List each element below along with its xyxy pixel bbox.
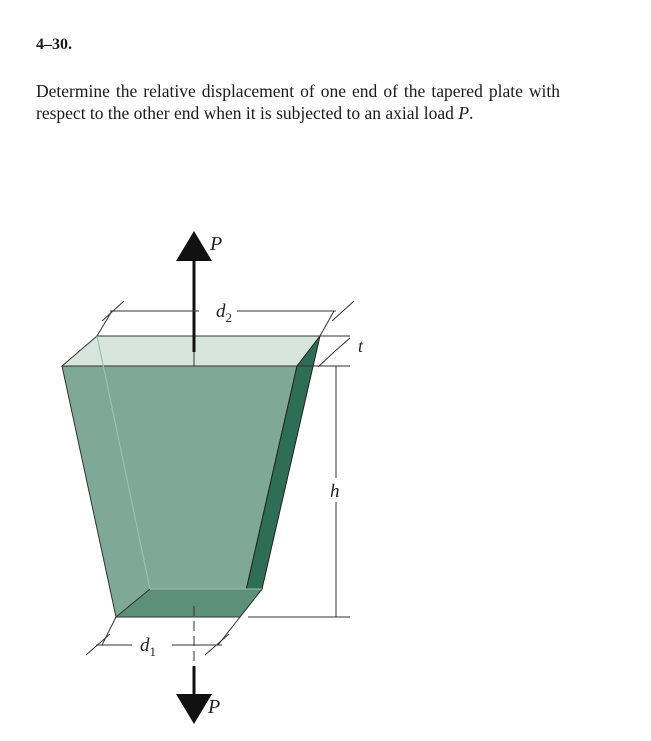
thickness-slash-2 [318, 352, 334, 367]
thickness-slash-1 [334, 338, 350, 352]
load-symbol: P [458, 103, 470, 123]
problem-statement-end: . [469, 103, 474, 123]
thickness-label: t [358, 336, 364, 356]
d1-extension-right [218, 617, 240, 645]
load-label-bottom: P [208, 696, 221, 718]
problem-statement-text: Determine the relative displacement of one end of the tapered plate with respect to the other end when it is subjected to an axial load [36, 81, 560, 123]
d2-label: $d_2$ [216, 301, 232, 325]
d1-label: $d_1$ [140, 635, 156, 659]
problem-number: 4–30. [36, 36, 72, 53]
height-label: h [330, 481, 340, 502]
d2-extension-left [97, 311, 112, 336]
d2-extension-right [320, 311, 334, 336]
d1-extension-left [102, 617, 116, 645]
load-label-top: P [210, 233, 223, 255]
